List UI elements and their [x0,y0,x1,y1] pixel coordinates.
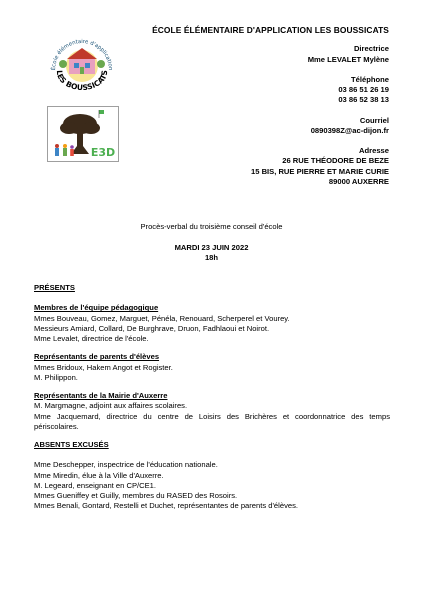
document-title: Procès-verbal du troisième conseil d'école [140,222,283,231]
attendee-line: M. Philippon. [34,372,78,382]
e3d-logo [47,106,119,162]
email-block [129,116,389,137]
attendee-line: Mme Jacquemard, directrice du centre de Loisirs des Brichères et coordonnatrice des temps périscolaires. [34,411,390,431]
parents-heading: Représentants de parents d'élèves [34,352,160,362]
address-label: Adresse [359,146,389,156]
director-label: Directrice [353,44,389,54]
address-line: 89000 AUXERRE [328,176,389,186]
presents-heading: PRÉSENTS [34,283,75,292]
phone-number: 03 86 51 26 19 [338,85,389,95]
teaching-team-heading: Membres de l'équipe pédagogique [34,303,159,313]
email-address: 0890398Z@ac-dijon.fr [310,125,389,135]
absent-line: Mme Deschepper, inspectrice de l'éducation nationale. [34,460,218,470]
absent-line: Mmes Benali, Gontard, Restelli et Duchet, représentantes de parents d'élèves. [34,501,298,511]
attendee-line: Mmes Bouveau, Gomez, Marguet, Pénéla, Renouard, Scherperel et Vourey. [34,313,290,323]
e3d-logo-text: E3D [90,146,116,159]
mairie-heading: Représentants de la Mairie d'Auxerre [34,391,168,400]
phone-block [129,75,389,106]
address-block [129,146,389,187]
absent-line: M. Legeard, enseignant en CP/CE1. [34,480,156,490]
phone-label: Téléphone [351,74,389,84]
school-header [129,25,389,187]
absents-heading: ABSENTS EXCUSÉS [34,440,109,449]
school-logo [47,36,117,91]
phone-number: 03 86 52 38 13 [338,95,389,105]
attendance-section [34,283,390,512]
attendee-line: Mme Levalet, directrice de l'école. [34,334,149,343]
school-logo-text-bottom: LES BOUSSICATS [54,69,110,91]
absent-line: Mmes Gueniffey et Guilly, membres du RASED des Rosoirs. [34,491,238,500]
email-label: Courriel [359,115,389,125]
attendee-line: Mmes Bridoux, Hakem Angot et Rogister. [34,362,173,372]
director-block [129,44,389,65]
absent-line: Mme Miredin, élue à la Ville d'Auxerre. [34,470,164,480]
director-name: Mme LEVALET Mylène [307,54,389,64]
address-line: 26 RUE THÉODORE DE BEZE [282,156,389,166]
attendee-line: Messieurs Amiard, Collard, De Burghrave, Druon, Fadhlaoui et Noirot. [34,323,270,333]
address-line: 15 BIS, RUE PIERRE ET MARIE CURIE [251,166,389,176]
attendee-line: M. Margmagne, adjoint aux affaires scolaires. [34,401,188,411]
meeting-date: MARDI 23 JUIN 2022 [174,243,249,252]
meeting-time: 18h [204,253,219,262]
school-name: ÉCOLE ÉLÉMENTAIRE D'APPLICATION LES BOUSSICATS [152,25,389,35]
school-logo-text-top: École élémentaire d'application [50,38,114,71]
